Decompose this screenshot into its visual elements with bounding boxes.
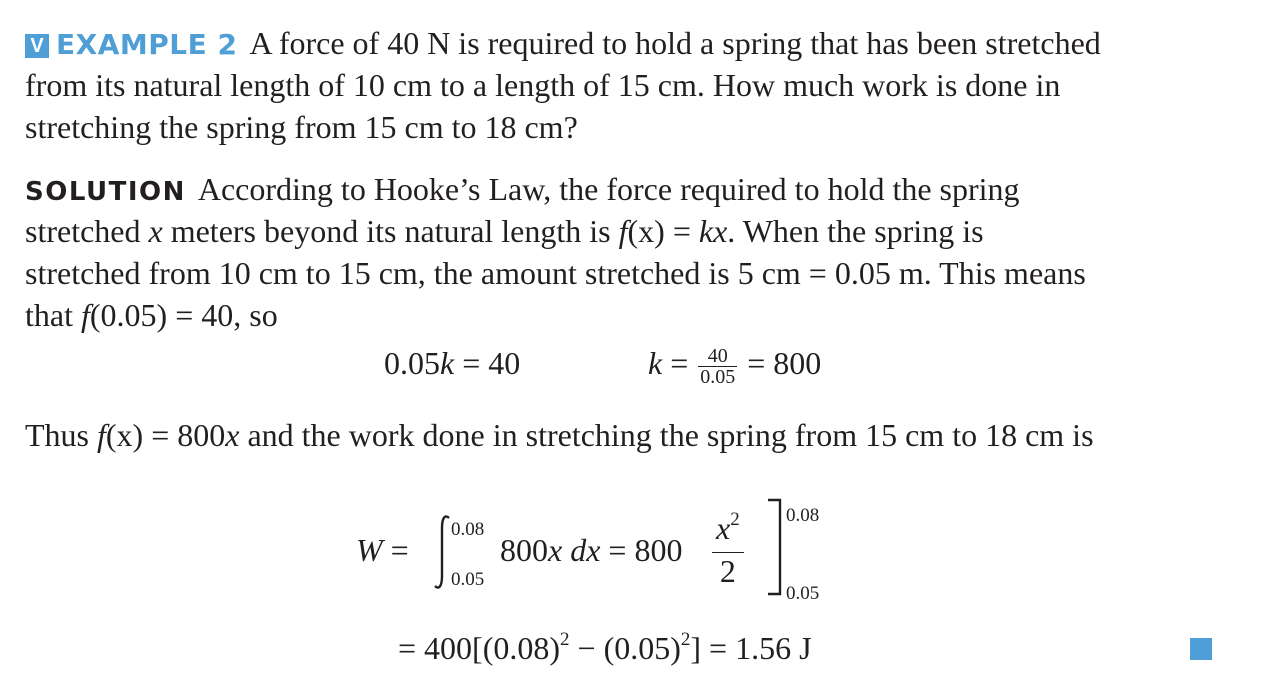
text: (0.05) = 40, so xyxy=(89,297,278,333)
example-text-line-3: stretching the spring from 15 cm to 18 cm? xyxy=(25,109,578,145)
numerator: 40 xyxy=(707,345,728,368)
text: = 40 xyxy=(454,345,521,381)
var-x: x xyxy=(548,532,563,568)
evaluation-bracket-icon xyxy=(766,498,786,598)
var-dx: dx xyxy=(562,532,601,568)
solution-line-3: stretched from 10 cm to 15 cm, the amount stretched is 5 cm = 0.05 m. This means xyxy=(25,255,1086,291)
equation-k-solve xyxy=(648,343,821,387)
volume-badge: V xyxy=(25,34,49,58)
exponent: 2 xyxy=(560,629,570,650)
text: that xyxy=(25,297,81,333)
text: 0.05 xyxy=(384,345,440,381)
final-result xyxy=(398,628,812,674)
text: = xyxy=(664,213,699,249)
fraction-40-over-005 xyxy=(698,346,737,387)
integrand xyxy=(500,530,682,570)
var-x: x xyxy=(148,213,163,249)
var-f: f xyxy=(97,417,106,453)
equation-k-lhs xyxy=(384,343,520,383)
solution-line-2 xyxy=(25,210,984,252)
integral-lower-limit: 0.05 xyxy=(451,569,485,590)
example-heading-line xyxy=(25,22,1101,66)
text: and the work done in stretching the spring from 15 cm to 18 cm is xyxy=(239,417,1094,453)
text: = 400[(0.08) xyxy=(398,630,561,666)
solution-text-1: According to Hooke’s Law, the force required to hold the spring xyxy=(197,171,1020,207)
text: stretched xyxy=(25,213,149,249)
var-k: k xyxy=(648,345,663,381)
text: = 800 xyxy=(739,345,822,381)
denominator: 2 xyxy=(712,552,744,589)
fraction xyxy=(712,510,744,589)
text: 800 xyxy=(500,532,548,568)
thus-line xyxy=(25,414,1094,456)
text: (x) xyxy=(627,213,665,249)
var-kx: kx xyxy=(698,213,728,249)
bracket-lower-limit: 0.05 xyxy=(786,583,820,604)
exponent: 2 xyxy=(680,629,691,650)
integral-upper-limit: 0.08 xyxy=(451,519,485,540)
example-text-line-1: A force of 40 N is required to hold a spring that has been stretched xyxy=(249,25,1101,61)
work-W xyxy=(356,530,409,570)
text: = 800 xyxy=(600,532,683,568)
bracket-upper-limit: 0.08 xyxy=(786,505,820,526)
text: = xyxy=(662,345,697,381)
end-of-proof-square-icon xyxy=(1190,638,1212,660)
var-x: x xyxy=(716,510,731,546)
solution-label: SOLUTION xyxy=(25,177,186,207)
text: − (0.05) xyxy=(569,630,681,666)
var-k: k xyxy=(440,345,455,381)
solution-line-4 xyxy=(25,294,278,336)
exponent: 2 xyxy=(730,509,740,530)
var-f: f xyxy=(80,297,90,333)
denominator: 0.05 xyxy=(700,366,736,389)
text: ] = 1.56 J xyxy=(690,630,812,666)
text: = xyxy=(382,532,409,568)
text: (x) = 800 xyxy=(105,417,226,453)
example-label: EXAMPLE 2 xyxy=(56,28,238,61)
example-text-line-2: from its natural length of 10 cm to a length of 15 cm. How much work is done in xyxy=(25,67,1061,103)
text: Thus xyxy=(25,417,97,453)
var-x: x xyxy=(225,417,240,453)
text: meters beyond its natural length is xyxy=(162,213,619,249)
var-f: f xyxy=(618,213,628,249)
text: . When the spring is xyxy=(727,213,984,249)
var-W: W xyxy=(356,532,383,568)
solution-line-1 xyxy=(25,168,1020,213)
fraction-x2-over-2 xyxy=(712,510,744,589)
numerator xyxy=(712,510,744,552)
